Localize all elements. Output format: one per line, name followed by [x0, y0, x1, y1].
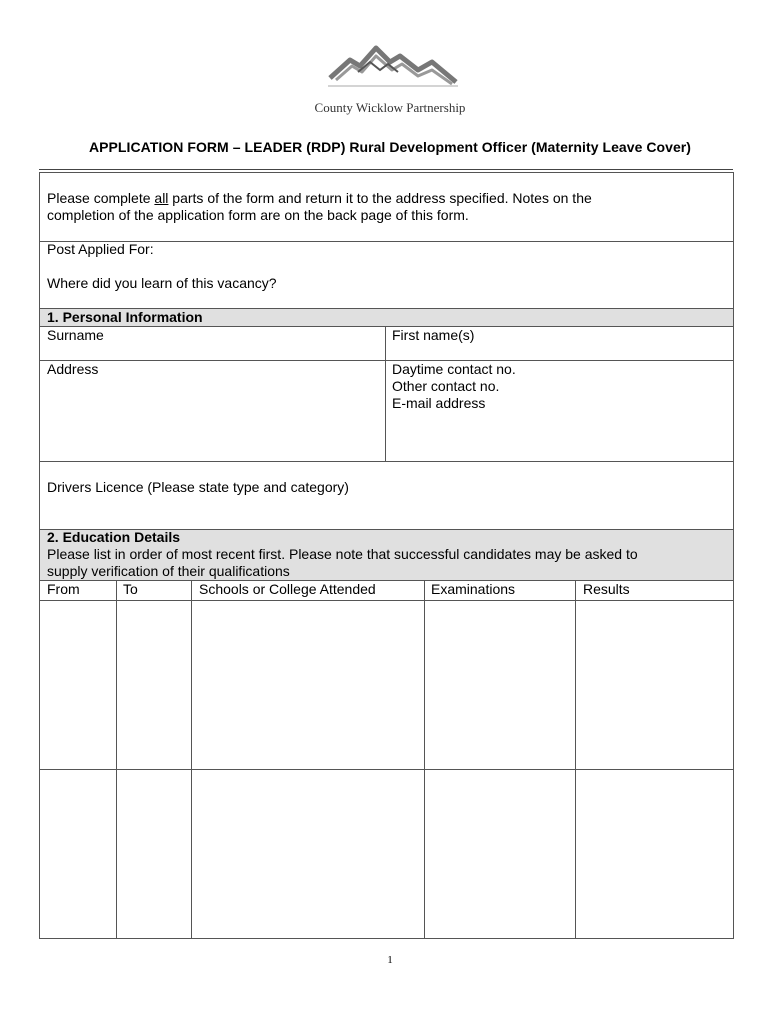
column-header-examinations: Examinations: [431, 581, 516, 597]
education-note-line1: Please list in order of most recent first. Please note that successful candidates may be asked to: [47, 546, 638, 562]
column-header-from: From: [47, 581, 80, 597]
education-note-line2: supply verification of their qualifications: [47, 563, 290, 579]
intro-text-line2: completion of the application form are on the back page of this form.: [47, 207, 469, 223]
county-wicklow-partnership-logo: [328, 42, 458, 92]
intro-text-line1: Please complete all parts of the form and return it to the address specified. Notes on the: [47, 190, 592, 206]
divider: [385, 326, 386, 461]
post-applied-label: Post Applied For:: [47, 241, 154, 257]
page-number: 1: [387, 954, 393, 966]
column-divider: [424, 580, 425, 938]
column-header-to: To: [123, 581, 138, 597]
email-label: E-mail address: [392, 395, 486, 411]
surname-label: Surname: [47, 327, 104, 343]
daytime-contact-label: Daytime contact no.: [392, 361, 516, 377]
divider: [39, 769, 734, 770]
divider: [39, 600, 734, 601]
divider: [39, 326, 734, 327]
divider: [39, 580, 734, 581]
first-names-label: First name(s): [392, 327, 475, 343]
organisation-name: County Wicklow Partnership: [314, 100, 466, 115]
education-heading: 2. Education Details: [47, 529, 181, 545]
column-header-results: Results: [583, 581, 630, 597]
column-divider: [191, 580, 192, 938]
form-title: APPLICATION FORM – LEADER (RDP) Rural Development Officer (Maternity Leave Cover): [89, 139, 691, 155]
vacancy-source-label: Where did you learn of this vacancy?: [47, 275, 277, 291]
personal-info-box: [39, 308, 734, 530]
column-divider: [116, 580, 117, 938]
education-box: [39, 529, 734, 939]
divider: [39, 461, 734, 462]
column-header-school: Schools or College Attended: [199, 581, 376, 597]
column-divider: [575, 580, 576, 938]
personal-info-heading: 1. Personal Information: [47, 309, 203, 325]
divider: [39, 360, 734, 361]
title-divider: [39, 169, 733, 170]
address-label: Address: [47, 361, 99, 377]
other-contact-label: Other contact no.: [392, 378, 500, 394]
drivers-licence-label: Drivers Licence (Please state type and category): [47, 479, 349, 495]
